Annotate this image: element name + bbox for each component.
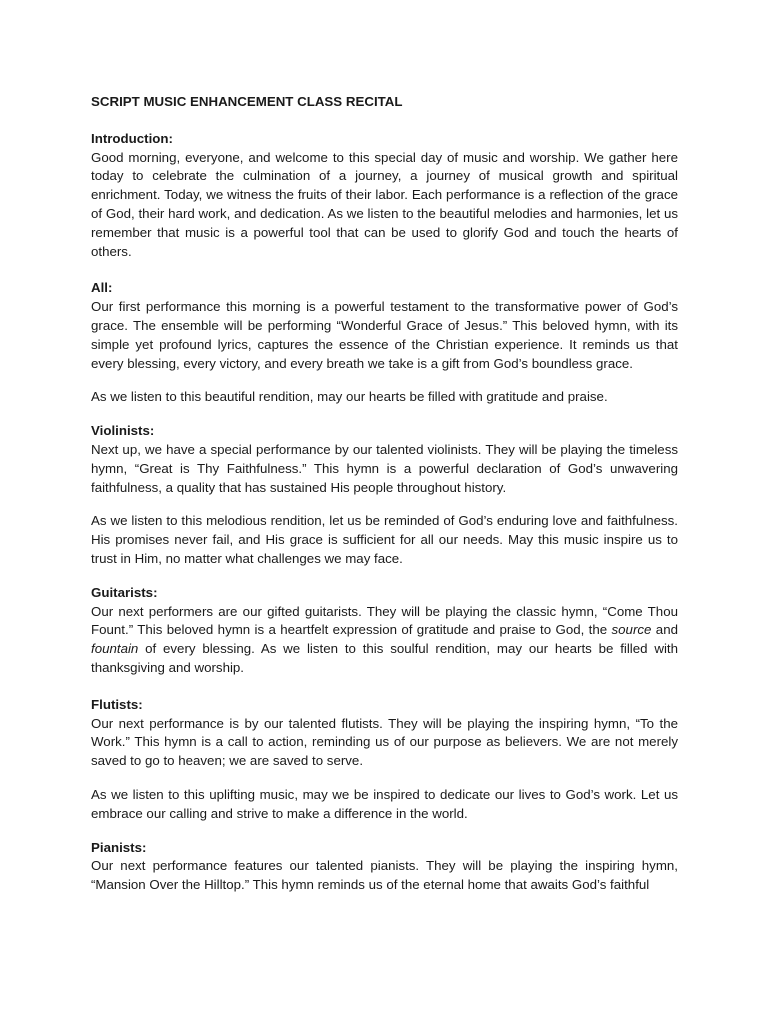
section-introduction bbox=[91, 130, 678, 262]
section-heading: Pianists: bbox=[91, 839, 147, 855]
section-heading: All: bbox=[91, 280, 113, 296]
section-heading: Flutists: bbox=[91, 696, 143, 712]
paragraph: As we listen to this melodious rendition, let us be reminded of God’s enduring love and faithfulness. His promises never fail, and His grace is sufficient for all our needs. May this music inspire us to trust in Him, no matter what challenges we may face. bbox=[91, 513, 678, 566]
section-all bbox=[91, 279, 678, 407]
paragraph-rich bbox=[91, 603, 678, 678]
spacer bbox=[91, 771, 678, 786]
text-run: of every blessing. As we listen to this soulful rendition, may our hearts be filled with thanksgiving and worship. bbox=[91, 641, 678, 675]
paragraph: Next up, we have a special performance by our talented violinists. They will be playing the timeless hymn, “Great is Thy Faithfulness.” This hymn is a powerful declaration of God’s unwavering faithfulness, a quality that has sustained His people throughout history. bbox=[91, 441, 678, 495]
spacer bbox=[91, 407, 678, 422]
document-page bbox=[91, 93, 678, 895]
emphasis-fountain: fountain bbox=[91, 641, 139, 657]
section-heading: Guitarists: bbox=[91, 584, 158, 600]
paragraph: Our next performance is by our talented flutists. They will be playing the inspiring hymn, “To the Work.” This hymn is a call to action, reminding us of our purpose as believers. We are not merely saved to go to heaven; we are saved to serve. bbox=[91, 715, 678, 769]
text-run: and bbox=[651, 622, 678, 638]
section-pianists bbox=[91, 839, 678, 895]
section-violinists bbox=[91, 422, 678, 569]
section-heading: Introduction: bbox=[91, 130, 173, 146]
spacer bbox=[91, 824, 678, 839]
text-run: Our next performers are our gifted guitarists. They will be playing the classic hymn, “Come Thou Fount.” This beloved hymn is a heartfelt expression of gratitude and praise to God, the bbox=[91, 603, 678, 638]
paragraph: Our first performance this morning is a powerful testament to the transformative power of God’s grace. The ensemble will be performing “Wonderful Grace of Jesus.” This beloved hymn, with its simple yet profound lyrics, captures the essence of the Christian experience. It reminds us that every blessing, every victory, and every breath we take is a gift from God’s boundless grace. bbox=[91, 299, 678, 371]
paragraph: Good morning, everyone, and welcome to this special day of music and worship. We gather here today to celebrate the culmination of a journey, a journey of musical growth and spiritual enrichment. Today, we witness the fruits of their labor. Each performance is a reflection of the grace of God, their hard work, and dedication. As we listen to the beautiful melodies and harmonies, let us remember that music is a powerful tool that can be used to glorify God and touch the hearts of others. bbox=[91, 149, 678, 259]
section-flutists bbox=[91, 696, 678, 824]
spacer bbox=[91, 373, 678, 388]
spacer bbox=[91, 261, 678, 279]
spacer bbox=[91, 497, 678, 512]
paragraph: Our next performance features our talented pianists. They will be playing the inspiring hymn, “Mansion Over the Hilltop.” This hymn reminds us of the eternal home that awaits God’s faithful bbox=[91, 858, 678, 893]
section-guitarists bbox=[91, 584, 678, 678]
document-title: SCRIPT MUSIC ENHANCEMENT CLASS RECITAL bbox=[91, 94, 403, 109]
emphasis-source: source bbox=[611, 622, 652, 638]
paragraph: As we listen to this uplifting music, may we be inspired to dedicate our lives to God’s work. Let us embrace our calling and strive to make a difference in the world. bbox=[91, 786, 678, 821]
spacer bbox=[91, 678, 678, 696]
paragraph: As we listen to this beautiful rendition, may our hearts be filled with gratitude and praise. bbox=[91, 389, 608, 405]
section-heading: Violinists: bbox=[91, 423, 155, 439]
spacer bbox=[91, 569, 678, 584]
